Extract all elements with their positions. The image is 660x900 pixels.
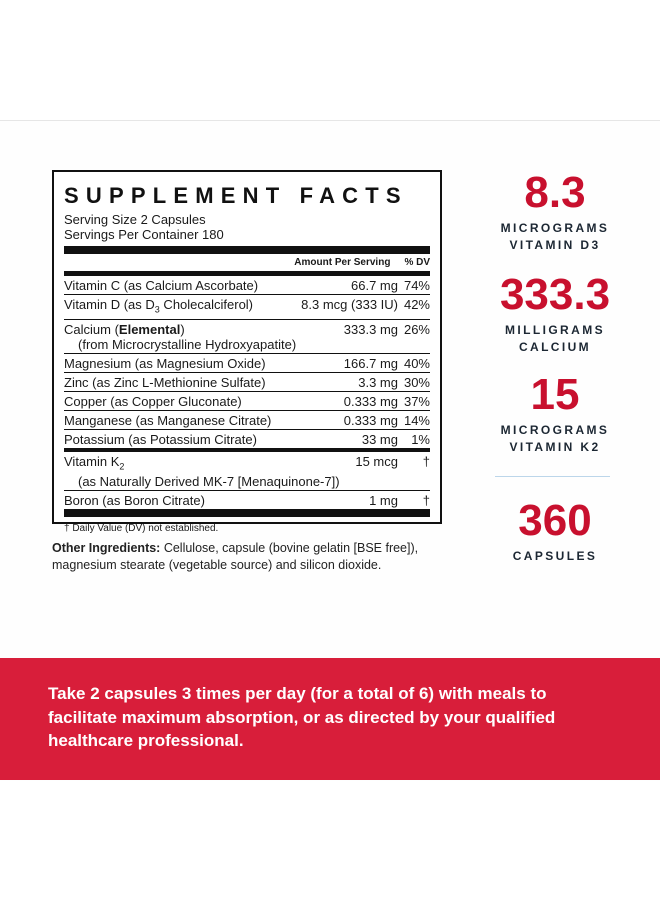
serving-size: Serving Size 2 Capsules: [64, 212, 206, 227]
stat-number: 360: [518, 496, 592, 545]
nutrient-dv: †: [422, 453, 430, 469]
nutrient-amount: 33 mg: [361, 431, 398, 447]
nutrient-row: [64, 411, 430, 430]
amount-header: Amount Per Serving: [294, 257, 391, 268]
dv-header: % DV: [404, 257, 430, 268]
nutrient-row: [64, 392, 430, 411]
stat-number: 333.3: [499, 270, 611, 319]
nutrient-amount: 333.3 mg: [343, 321, 398, 337]
nutrient-row: [64, 295, 430, 320]
nutrient-row: [64, 354, 430, 373]
nutrient-name: Boron (as Boron Citrate): [64, 493, 205, 509]
servings-per-container: Servings Per Container 180: [64, 227, 224, 242]
stats-divider: [495, 476, 610, 477]
nutrient-row: [64, 430, 430, 452]
nutrient-name: Potassium (as Potassium Citrate): [64, 431, 257, 447]
nutrient-name: Vitamin D (as $D_3$ Cholecalciferol): [64, 297, 254, 315]
nutrient-dv: 1%: [411, 431, 430, 447]
stat-unit: CAPSULES: [512, 549, 598, 563]
stat-number: 15: [530, 370, 580, 419]
nutrient-dv: †: [422, 493, 430, 509]
nutrient-name: Vitamin C (as Calcium Ascorbate): [64, 278, 259, 293]
nutrient-amount: 0.333 mg: [343, 393, 398, 409]
stat-unit: MICROGRAMS: [500, 221, 610, 235]
nutrient-row: [64, 320, 430, 354]
nutrient-name: Zinc (as Zinc L-Methionine Sulfate): [64, 374, 266, 390]
nutrient-dv: 30%: [403, 374, 430, 390]
facts-title: SUPPLEMENT FACTS: [64, 183, 408, 208]
nutrient-name: Calcium (Elemental) (from Microcrystalline Hydroxyapatite): [64, 321, 297, 352]
nutrient-amount: 15 mcg: [355, 453, 398, 469]
nutrient-row: [64, 276, 430, 295]
dv-footnote: † Daily Value (DV) not established.: [64, 523, 219, 535]
supplement-facts-box: [52, 170, 442, 535]
nutrient-amount: 1 mg: [369, 493, 398, 509]
facts-divider: [64, 246, 430, 254]
stat-number: 8.3: [524, 168, 586, 217]
stat-vitamin-k2: [470, 372, 640, 456]
nutrient-name: Copper (as Copper Gluconate): [64, 393, 242, 409]
nutrient-name: Magnesium (as Magnesium Oxide): [64, 355, 266, 371]
nutrient-amount: 8.3 mcg (333 IU): [301, 297, 398, 312]
nutrient-row: [64, 491, 430, 517]
nutrient-dv: 14%: [403, 412, 430, 428]
nutrient-dv: 26%: [403, 321, 430, 337]
facts-header-row: [64, 254, 430, 276]
stat-capsules: [470, 498, 640, 565]
nutrient-dv: 42%: [403, 297, 430, 312]
stat-nutrient: VITAMIN D3: [509, 238, 601, 252]
nutrient-amount: 0.333 mg: [343, 412, 398, 428]
stat-nutrient: VITAMIN K2: [509, 440, 601, 454]
nutrient-dv: 40%: [403, 355, 430, 371]
nutrient-amount: 66.7 mg: [351, 278, 398, 293]
other-ingredients: [52, 540, 422, 574]
nutrient-name: Manganese (as Manganese Citrate): [64, 412, 272, 428]
stat-unit: MILLIGRAMS: [505, 323, 605, 337]
other-ingredients-label: Other Ingredients:: [52, 541, 161, 555]
nutrient-dv: 74%: [403, 278, 430, 293]
nutrient-dv: 37%: [403, 393, 430, 409]
nutrient-amount: 3.3 mg: [358, 374, 398, 390]
other-ingredients-text: Cellulose, capsule (bovine gelatin [BSE free]), magnesium stearate (vegetable source) and silicon dioxide.: [52, 541, 419, 572]
stat-vitamin-d3: [470, 170, 640, 254]
nutrient-name: Vitamin $K_2$ (as Naturally Derived MK-7 [Menaquinone-7]): [64, 453, 340, 490]
directions-text: Take 2 capsules 3 times per day (for a total of 6) with meals to facilitate maximum absorption, or as directed by your qualified healthcare professional.: [48, 684, 556, 750]
stat-unit: MICROGRAMS: [500, 423, 610, 437]
stat-nutrient: CALCIUM: [518, 340, 592, 354]
stat-calcium: [470, 272, 640, 356]
nutrient-amount: 166.7 mg: [343, 355, 398, 371]
nutrient-row: [64, 373, 430, 392]
nutrient-row: [64, 452, 430, 492]
